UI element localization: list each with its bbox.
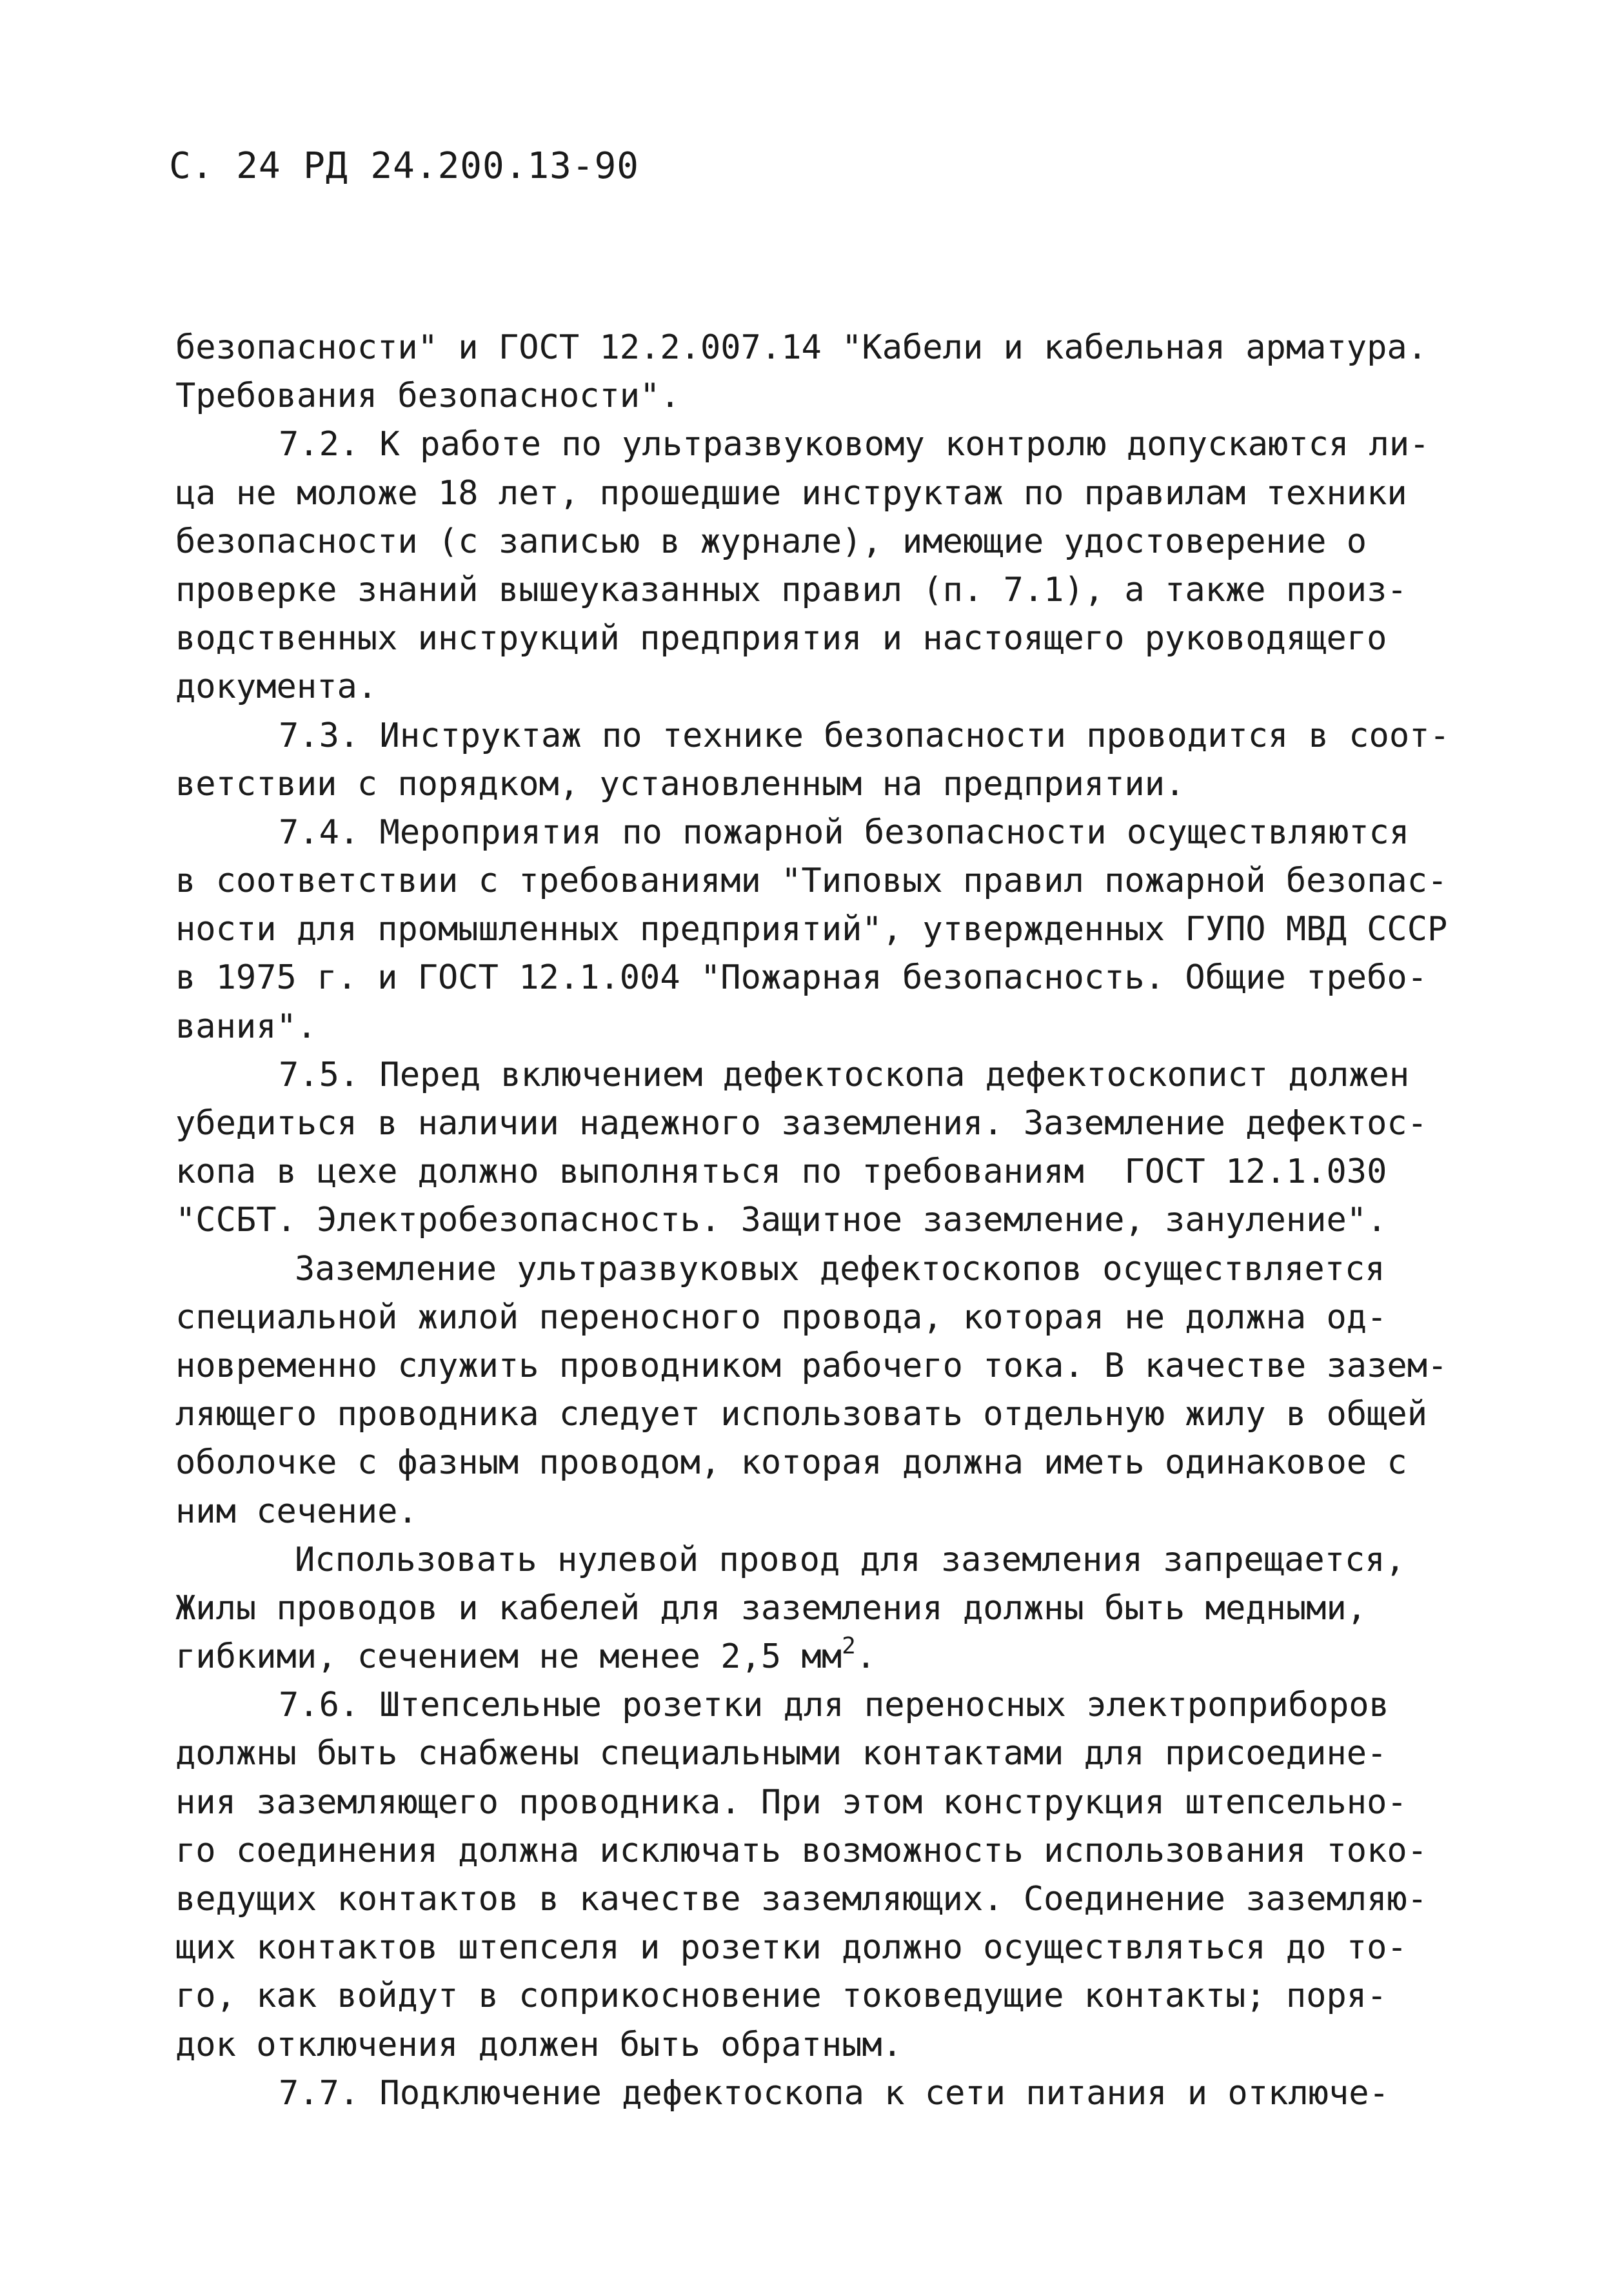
paragraph-7-4-start: 7.4. Мероприятия по пожарной безопасности осуществляются	[279, 813, 1410, 852]
text-line-cross-section	[175, 1633, 1465, 1681]
text-line: в соответствии с требованиями "Типовых правил пожарной безопас-	[175, 862, 1448, 901]
paragraph-7-3-start: 7.3. Инструктаж по технике безопасности проводится в соот-	[279, 716, 1450, 755]
text-line: ведущих контактов в качестве заземляющих. Соединение заземляю-	[175, 1880, 1428, 1919]
paragraph-7-6-start: 7.6. Штепсельные розетки для переносных электроприборов	[279, 1686, 1389, 1725]
text-line: го соединения должна исключать возможность использования токо-	[175, 1831, 1428, 1870]
text-line: ляющего проводника следует использовать отдельную жилу в общей	[175, 1395, 1428, 1434]
text-line: вания".	[175, 1007, 317, 1046]
paragraph-neutral-wire-start: Использовать нулевой провод для заземления запрещается,	[295, 1540, 1405, 1579]
document-body	[175, 324, 1465, 2118]
paragraph-7-2-start: 7.2. К работе по ультразвуковому контролю допускаются ли-	[279, 425, 1430, 464]
text-line: ветствии с порядком, установленным на предприятии.	[175, 764, 1185, 804]
text-line: безопасности (с записью в журнале), имеющие удостоверение о	[175, 522, 1367, 561]
text-line: в 1975 г. и ГОСТ 12.1.004 "Пожарная безопасность. Общие требо-	[175, 958, 1428, 998]
page-header: С. 24 РД 24.200.13-90	[169, 145, 640, 187]
text-line: го, как войдут в соприкосновение токоведущие контакты; поря-	[175, 1977, 1387, 2016]
text-line: оболочке с фазным проводом, которая должна иметь одинаковое с	[175, 1443, 1407, 1483]
text-line: ния заземляющего проводника. При этом конструкция штепсельно-	[175, 1782, 1407, 1822]
square-exponent: 2	[842, 1633, 856, 1660]
text-line: "ССБТ. Электробезопасность. Защитное заземление, зануление".	[175, 1201, 1387, 1240]
text-line: ца не моложе 18 лет, прошедшие инструктаж по правилам техники	[175, 473, 1407, 513]
paragraph-7-7-start: 7.7. Подключение дефектоскопа к сети питания и отключе-	[279, 2073, 1389, 2113]
cross-section-text: гибкими, сечением не менее 2,5 мм	[175, 1637, 842, 1677]
text-line: должны быть снабжены специальными контактами для присоедине-	[175, 1734, 1387, 1773]
text-line: безопасности" и ГОСТ 12.2.007.14 "Кабели и кабельная арматура.	[175, 328, 1428, 367]
text-line: специальной жилой переносного провода, которая не должна од-	[175, 1297, 1387, 1337]
text-line: Жилы проводов и кабелей для заземления должны быть медными,	[175, 1588, 1367, 1628]
text-line: ности для промышленных предприятий", утвержденных ГУПО МВД СССР	[175, 910, 1448, 949]
text-line: проверке знаний вышеуказанных правил (п. 7.1), а также произ-	[175, 570, 1407, 609]
text-line: ним сечение.	[175, 1492, 418, 1531]
text-line: Требования безопасности".	[175, 377, 680, 416]
sentence-period: .	[855, 1637, 876, 1677]
text-line: убедиться в наличии надежного заземления. Заземление дефектос-	[175, 1104, 1428, 1143]
text-line: новременно служить проводником рабочего тока. В качестве зазем-	[175, 1346, 1448, 1385]
text-line: док отключения должен быть обратным.	[175, 2025, 903, 2064]
paragraph-grounding-start: Заземление ультразвуковых дефектоскопов осуществляется	[295, 1249, 1385, 1288]
text-line: щих контактов штепселя и розетки должно осуществляться до то-	[175, 1928, 1407, 1968]
text-line: документа.	[175, 667, 378, 707]
paragraph-7-5-start: 7.5. Перед включением дефектоскопа дефектоскопист должен	[279, 1055, 1410, 1094]
text-line: копа в цехе должно выполняться по требованиям ГОСТ 12.1.030	[175, 1152, 1387, 1192]
text-line: водственных инструкций предприятия и настоящего руководящего	[175, 619, 1387, 658]
